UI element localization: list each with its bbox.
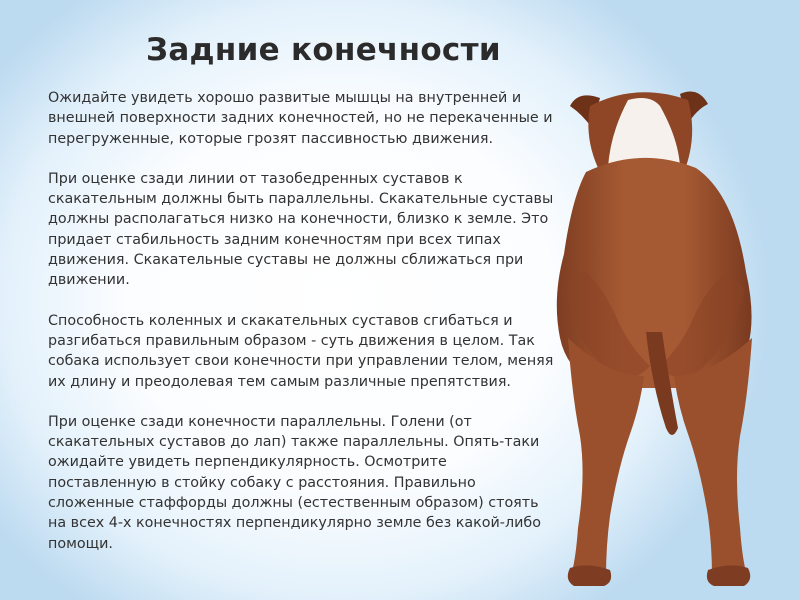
body-text <box>48 88 556 574</box>
paragraph-muscles: Ожидайте увидеть хорошо развитые мышцы на внутренней и внешней поверхности задних конечностей, но не перекаченные и перегруженные, которые грозят пассивностью движения. <box>48 90 553 147</box>
dog-right-paw <box>707 565 750 586</box>
dog-left-paw <box>568 565 611 586</box>
paragraph-joint-flexion: Способность коленных и скакательных суставов сгибаться и разгибаться правильным образом - суть движения в целом. Так собака использует свои конечности при управлении телом, меняя их длину и преодолевая тем самым различные препятствия. <box>48 312 554 390</box>
slide-title: Задние конечности <box>146 32 501 68</box>
dog-body <box>557 92 752 586</box>
dog-rear-view-illustration <box>548 76 796 592</box>
paragraph-parallel-legs: При оценке сзади конечности параллельны. Голени (от скакательных суставов до лап) также параллельны. Опять-таки ожидайте увидеть перпендикулярность. Осмотрите поставленную в стойку собаку с расстояния. Правильно сложенные стаффорды должны (естественным образом) стоять на всех 4-х конечностях перпендикулярно земле без какой-либо помощи. <box>48 413 541 552</box>
paragraph-hip-lines: При оценке сзади линии от тазобедренных суставов к скакательным должны быть параллельны. Скакательные суставы должны располагаться низко на конечности, близко к земле. Это придает стабильность задним конечностям при всех типах движения. Скакательные суставы не должны сближаться при движении. <box>48 170 554 289</box>
